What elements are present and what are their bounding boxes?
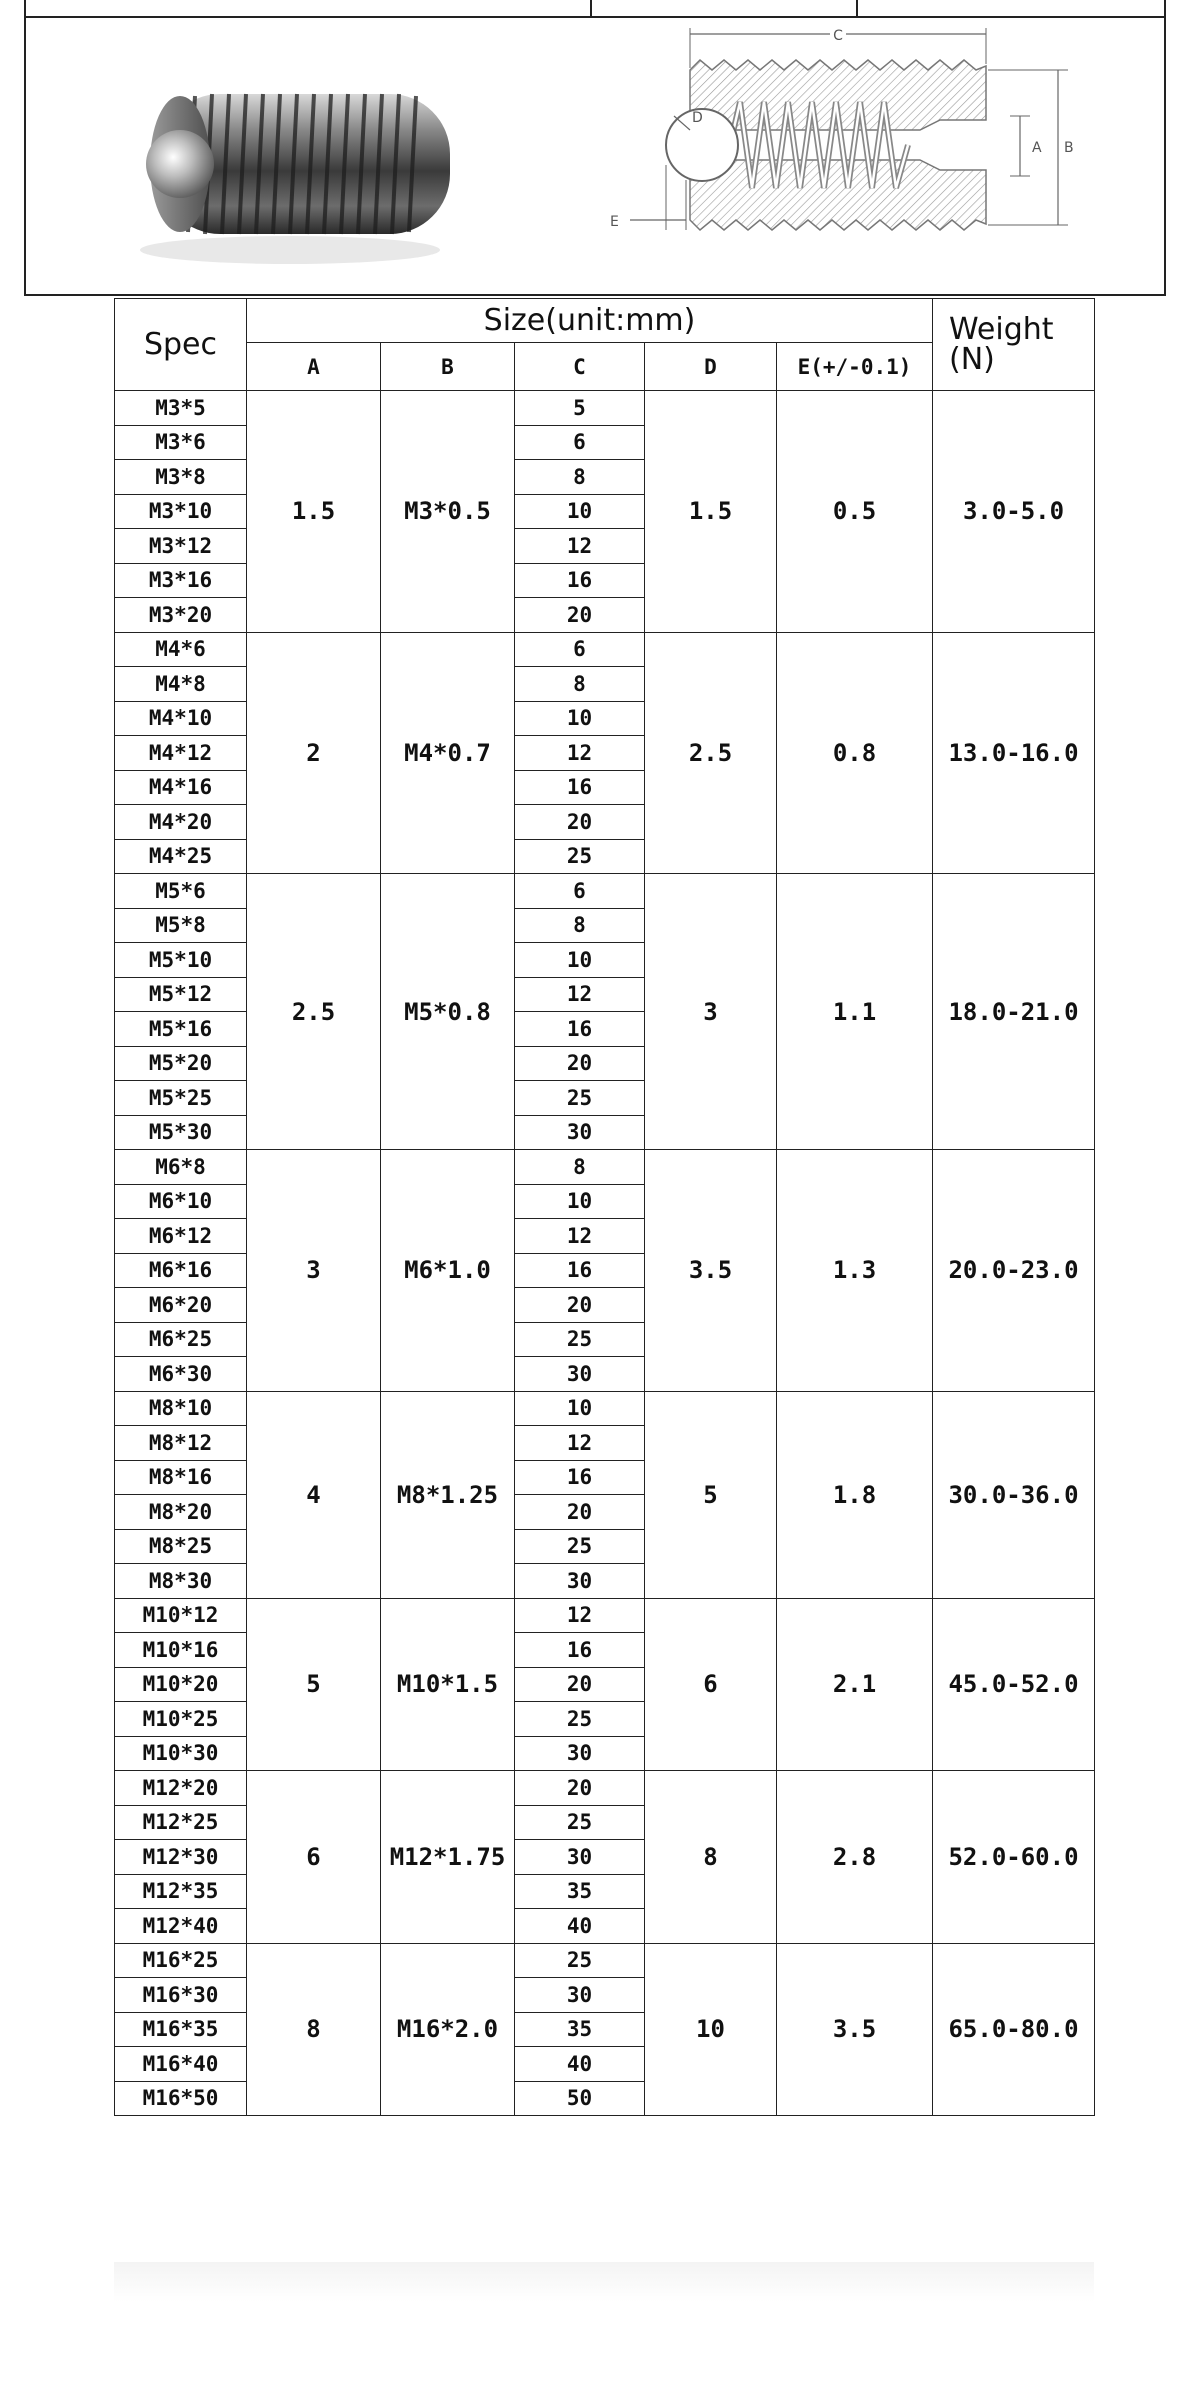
- c-cell: 6: [515, 632, 645, 667]
- c-cell: 8: [515, 667, 645, 702]
- spec-cell: M8*12: [115, 1426, 247, 1461]
- body-bottom: [690, 160, 986, 230]
- c-cell: 16: [515, 1460, 645, 1495]
- table-row: [115, 1150, 1095, 1185]
- e-cell: 2.1: [777, 1598, 933, 1771]
- a-cell: 4: [247, 1391, 381, 1598]
- c-cell: 8: [515, 908, 645, 943]
- spec-cell: M16*50: [115, 2081, 247, 2116]
- weight-cell: 45.0-52.0: [933, 1598, 1095, 1771]
- c-cell: 10: [515, 943, 645, 978]
- spec-cell: M3*10: [115, 494, 247, 529]
- e-cell: 3.5: [777, 1943, 933, 2116]
- spec-cell: M3*16: [115, 563, 247, 598]
- c-cell: 30: [515, 1115, 645, 1150]
- c-cell: 16: [515, 770, 645, 805]
- e-cell: 0.5: [777, 391, 933, 633]
- col-header-a: A: [247, 343, 381, 391]
- spec-cell: M4*8: [115, 667, 247, 702]
- d-cell: 3: [645, 874, 777, 1150]
- c-cell: 6: [515, 874, 645, 909]
- c-cell: 20: [515, 1046, 645, 1081]
- spec-table: [114, 298, 1095, 2116]
- c-cell: 35: [515, 1874, 645, 1909]
- spec-cell: M16*40: [115, 2047, 247, 2082]
- c-cell: 5: [515, 391, 645, 426]
- spec-cell: M5*10: [115, 943, 247, 978]
- c-cell: 30: [515, 1840, 645, 1875]
- spec-cell: M6*10: [115, 1184, 247, 1219]
- bottom-shade: [114, 2262, 1094, 2302]
- spec-cell: M6*8: [115, 1150, 247, 1185]
- col-header-b: B: [381, 343, 515, 391]
- e-cell: 1.3: [777, 1150, 933, 1392]
- c-cell: 25: [515, 1322, 645, 1357]
- c-cell: 40: [515, 2047, 645, 2082]
- spec-cell: M6*25: [115, 1322, 247, 1357]
- label-A: A: [1032, 140, 1042, 156]
- spec-cell: M5*25: [115, 1081, 247, 1116]
- a-cell: 5: [247, 1598, 381, 1771]
- c-cell: 12: [515, 736, 645, 771]
- section-drawing: [580, 20, 1100, 280]
- d-cell: 10: [645, 1943, 777, 2116]
- spec-cell: M12*25: [115, 1805, 247, 1840]
- weight-cell: 3.0-5.0: [933, 391, 1095, 633]
- weight-cell: 52.0-60.0: [933, 1771, 1095, 1944]
- c-cell: 16: [515, 1633, 645, 1668]
- c-cell: 25: [515, 839, 645, 874]
- e-cell: 1.1: [777, 874, 933, 1150]
- c-cell: 50: [515, 2081, 645, 2116]
- d-cell: 3.5: [645, 1150, 777, 1392]
- c-cell: 40: [515, 1909, 645, 1944]
- c-cell: 20: [515, 805, 645, 840]
- spec-cell: M8*20: [115, 1495, 247, 1530]
- c-cell: 20: [515, 598, 645, 633]
- weight-cell: 13.0-16.0: [933, 632, 1095, 874]
- e-cell: 2.8: [777, 1771, 933, 1944]
- c-cell: 20: [515, 1771, 645, 1806]
- table-row: [115, 874, 1095, 909]
- spec-cell: M3*6: [115, 425, 247, 460]
- c-cell: 16: [515, 563, 645, 598]
- e-cell: 0.8: [777, 632, 933, 874]
- e-cell: 1.8: [777, 1391, 933, 1598]
- spec-cell: M5*16: [115, 1012, 247, 1047]
- spec-cell: M3*5: [115, 391, 247, 426]
- a-cell: 8: [247, 1943, 381, 2116]
- spec-cell: M10*16: [115, 1633, 247, 1668]
- c-cell: 12: [515, 1219, 645, 1254]
- c-cell: 8: [515, 460, 645, 495]
- spec-cell: M10*30: [115, 1736, 247, 1771]
- c-cell: 25: [515, 1081, 645, 1116]
- c-cell: 25: [515, 1529, 645, 1564]
- c-cell: 16: [515, 1253, 645, 1288]
- c-cell: 10: [515, 1391, 645, 1426]
- spec-cell: M4*20: [115, 805, 247, 840]
- spec-cell: M16*30: [115, 1978, 247, 2013]
- table-row: [115, 632, 1095, 667]
- c-cell: 30: [515, 1564, 645, 1599]
- c-cell: 16: [515, 1012, 645, 1047]
- spec-cell: M16*25: [115, 1943, 247, 1978]
- col-header-c: C: [515, 343, 645, 391]
- size-header: Size(unit:mm): [247, 299, 933, 343]
- b-cell: M3*0.5: [381, 391, 515, 633]
- weight-cell: 20.0-23.0: [933, 1150, 1095, 1392]
- spec-cell: M6*12: [115, 1219, 247, 1254]
- spec-cell: M12*40: [115, 1909, 247, 1944]
- photo-shadow: [140, 236, 440, 264]
- c-cell: 10: [515, 494, 645, 529]
- weight-cell: 30.0-36.0: [933, 1391, 1095, 1598]
- col-header-d: D: [645, 343, 777, 391]
- spec-cell: M6*30: [115, 1357, 247, 1392]
- d-cell: 8: [645, 1771, 777, 1944]
- spec-cell: M3*20: [115, 598, 247, 633]
- a-cell: 6: [247, 1771, 381, 1944]
- spec-cell: M5*8: [115, 908, 247, 943]
- c-cell: 30: [515, 1736, 645, 1771]
- a-cell: 2: [247, 632, 381, 874]
- label-C: C: [833, 28, 843, 44]
- spec-cell: M8*10: [115, 1391, 247, 1426]
- c-cell: 30: [515, 1357, 645, 1392]
- table-row: [115, 1598, 1095, 1633]
- label-E: E: [610, 214, 619, 230]
- c-cell: 10: [515, 1184, 645, 1219]
- spec-cell: M6*16: [115, 1253, 247, 1288]
- col-header-e: E(+/-0.1): [777, 343, 933, 391]
- d-cell: 5: [645, 1391, 777, 1598]
- spec-cell: M6*20: [115, 1288, 247, 1323]
- b-cell: M16*2.0: [381, 1943, 515, 2116]
- spec-cell: M8*25: [115, 1529, 247, 1564]
- c-cell: 10: [515, 701, 645, 736]
- spec-cell: M5*6: [115, 874, 247, 909]
- label-B: B: [1064, 140, 1074, 156]
- spec-cell: M10*25: [115, 1702, 247, 1737]
- b-cell: M8*1.25: [381, 1391, 515, 1598]
- c-cell: 12: [515, 977, 645, 1012]
- spec-cell: M4*25: [115, 839, 247, 874]
- spec-cell: M3*8: [115, 460, 247, 495]
- table-row: [115, 1771, 1095, 1806]
- table-row: [115, 1391, 1095, 1426]
- spec-cell: M4*16: [115, 770, 247, 805]
- c-cell: 25: [515, 1943, 645, 1978]
- spec-cell: M12*30: [115, 1840, 247, 1875]
- c-cell: 12: [515, 1426, 645, 1461]
- spec-cell: M8*16: [115, 1460, 247, 1495]
- b-cell: M10*1.5: [381, 1598, 515, 1771]
- c-cell: 25: [515, 1805, 645, 1840]
- label-D: D: [692, 110, 703, 126]
- a-cell: 3: [247, 1150, 381, 1392]
- c-cell: 20: [515, 1288, 645, 1323]
- b-cell: M12*1.75: [381, 1771, 515, 1944]
- c-cell: 30: [515, 1978, 645, 2013]
- table-body: [115, 391, 1095, 2116]
- c-cell: 20: [515, 1495, 645, 1530]
- a-cell: 1.5: [247, 391, 381, 633]
- spec-cell: M5*12: [115, 977, 247, 1012]
- table-row: [115, 391, 1095, 426]
- spec-cell: M4*12: [115, 736, 247, 771]
- spec-cell: M12*20: [115, 1771, 247, 1806]
- spec-cell: M10*12: [115, 1598, 247, 1633]
- weight-cell: 65.0-80.0: [933, 1943, 1095, 2116]
- c-cell: 12: [515, 529, 645, 564]
- weight-header: Weight (N): [933, 299, 1095, 391]
- spec-cell: M12*35: [115, 1874, 247, 1909]
- spec-cell: M16*35: [115, 2012, 247, 2047]
- spec-cell: M5*20: [115, 1046, 247, 1081]
- c-cell: 8: [515, 1150, 645, 1185]
- spec-cell: M8*30: [115, 1564, 247, 1599]
- d-cell: 2.5: [645, 632, 777, 874]
- c-cell: 20: [515, 1667, 645, 1702]
- c-cell: 6: [515, 425, 645, 460]
- plunger-ball: [146, 130, 214, 198]
- d-cell: 6: [645, 1598, 777, 1771]
- c-cell: 25: [515, 1702, 645, 1737]
- b-cell: M4*0.7: [381, 632, 515, 874]
- spec-cell: M5*30: [115, 1115, 247, 1150]
- spec-cell: M10*20: [115, 1667, 247, 1702]
- c-cell: 35: [515, 2012, 645, 2047]
- table-row: [115, 1943, 1095, 1978]
- b-cell: M5*0.8: [381, 874, 515, 1150]
- spec-cell: M4*6: [115, 632, 247, 667]
- spec-cell: M3*12: [115, 529, 247, 564]
- spec-header: Spec: [115, 299, 247, 391]
- ball-plunger-photo: [100, 70, 480, 270]
- b-cell: M6*1.0: [381, 1150, 515, 1392]
- d-cell: 1.5: [645, 391, 777, 633]
- spec-cell: M4*10: [115, 701, 247, 736]
- weight-cell: 18.0-21.0: [933, 874, 1095, 1150]
- a-cell: 2.5: [247, 874, 381, 1150]
- c-cell: 12: [515, 1598, 645, 1633]
